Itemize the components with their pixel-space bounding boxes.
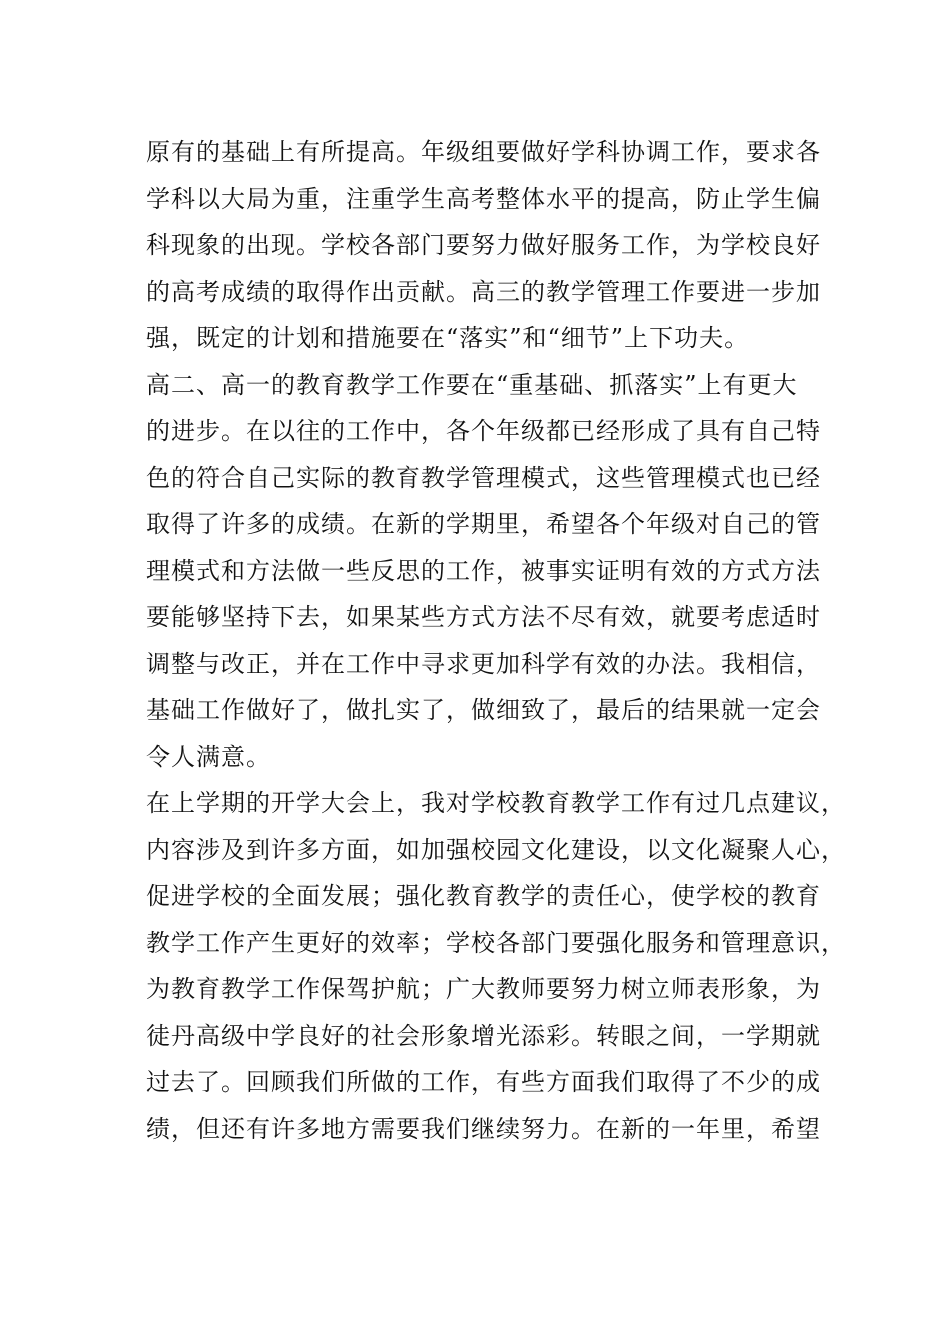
text-line: 令人满意。 bbox=[146, 742, 271, 771]
text-line: 原有的基础上有所提高。年级组要做好学科协调工作，要求各 bbox=[146, 138, 821, 166]
text-line: 的高考成绩的取得作出贡献。高三的教学管理工作要进一步加 bbox=[146, 277, 821, 306]
document-body bbox=[146, 129, 846, 1152]
text-line: 促进学校的全面发展；强化教育教学的责任心，使学校的教育 bbox=[146, 882, 821, 910]
text-line: 调整与改正，并在工作中寻求更加科学有效的办法。我相信， bbox=[146, 649, 821, 678]
text-line: 在上学期的开学大会上，我对学校教育教学工作有过几点建议， bbox=[146, 789, 846, 817]
text-line: 取得了许多的成绩。在新的学期里，希望各个年级对自己的管 bbox=[146, 510, 821, 538]
text-line: 的进步。在以往的工作中，各个年级都已经形成了具有自己特 bbox=[146, 417, 821, 445]
text-line: 为教育教学工作保驾护航；广大教师要努力树立师表形象，为 bbox=[146, 975, 821, 1003]
text-line: 内容涉及到许多方面，如加强校园文化建设，以文化凝聚人心， bbox=[146, 835, 846, 864]
text-line: 强，既定的计划和措施要在“落实”和“细节”上下功夫。 bbox=[146, 324, 750, 352]
text-line: 要能够坚持下去，如果某些方式方法不尽有效，就要考虑适时 bbox=[146, 603, 821, 631]
text-line: 过去了。回顾我们所做的工作，有些方面我们取得了不少的成 bbox=[146, 1068, 821, 1096]
text-line: 高二、高一的教育教学工作要在“重基础、抓落实”上有更大 bbox=[146, 370, 798, 399]
text-line: 基础工作做好了，做扎实了，做细致了，最后的结果就一定会 bbox=[146, 696, 821, 724]
text-line: 徒丹高级中学良好的社会形象增光添彩。转眼之间，一学期就 bbox=[146, 1021, 821, 1050]
text-line: 学科以大局为重，注重学生高考整体水平的提高，防止学生偏 bbox=[146, 184, 821, 213]
text-line: 色的符合自己实际的教育教学管理模式，这些管理模式也已经 bbox=[146, 463, 821, 492]
text-line: 教学工作产生更好的效率；学校各部门要强化服务和管理意识， bbox=[146, 928, 846, 957]
text-line: 理模式和方法做一些反思的工作，被事实证明有效的方式方法 bbox=[146, 556, 821, 585]
text-line: 绩，但还有许多地方需要我们继续努力。在新的一年里，希望 bbox=[146, 1114, 821, 1143]
text-line: 科现象的出现。学校各部门要努力做好服务工作，为学校良好 bbox=[146, 231, 821, 259]
